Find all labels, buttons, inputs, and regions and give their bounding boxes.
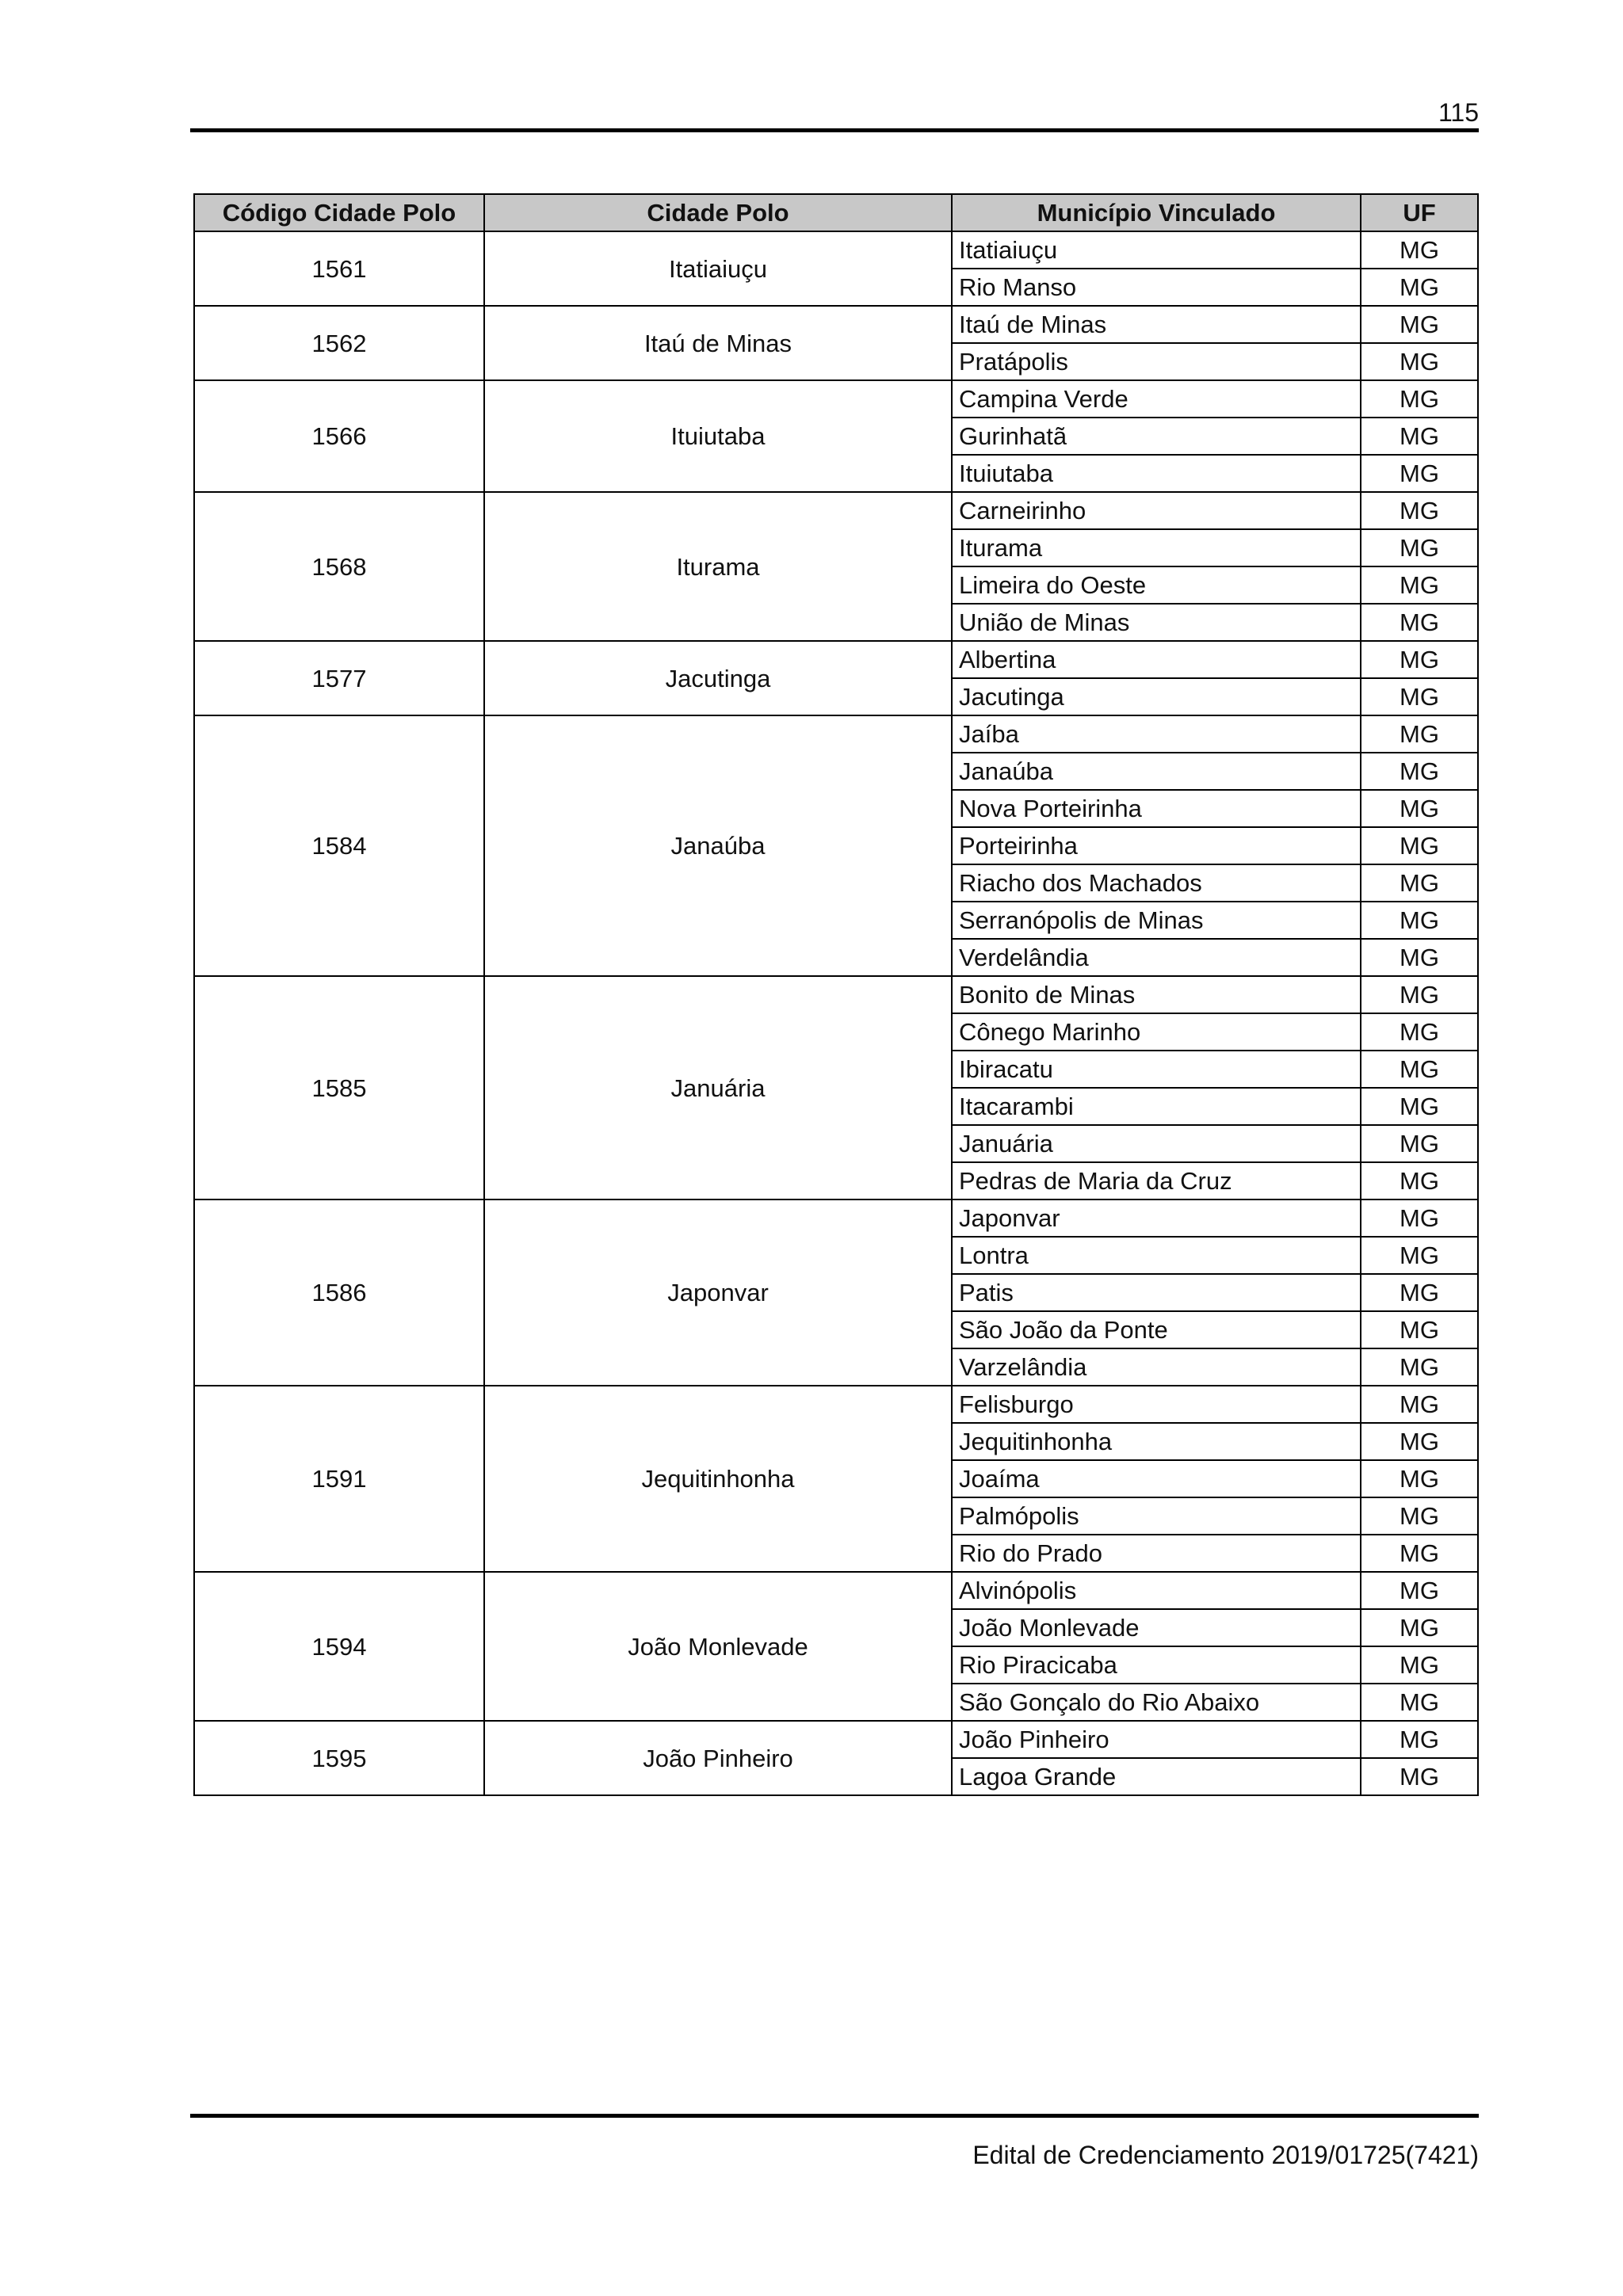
municipio-vinculado-cell: Rio Manso bbox=[952, 269, 1361, 306]
uf-cell: MG bbox=[1361, 1684, 1478, 1721]
table-row bbox=[194, 306, 1478, 343]
cidade-polo-cell: Janaúba bbox=[484, 715, 952, 976]
municipio-vinculado-cell: Alvinópolis bbox=[952, 1572, 1361, 1609]
uf-cell: MG bbox=[1361, 1460, 1478, 1497]
municipio-vinculado-cell: União de Minas bbox=[952, 604, 1361, 641]
page-number: 115 bbox=[1438, 98, 1479, 127]
codigo-cidade-polo-cell: 1577 bbox=[194, 641, 484, 715]
codigo-cidade-polo-cell: 1584 bbox=[194, 715, 484, 976]
table-row bbox=[194, 1721, 1478, 1758]
cidade-polo-cell: Itatiaiuçu bbox=[484, 231, 952, 306]
table-row bbox=[194, 641, 1478, 678]
column-header-uf: UF bbox=[1361, 194, 1478, 231]
uf-cell: MG bbox=[1361, 1088, 1478, 1125]
uf-cell: MG bbox=[1361, 1013, 1478, 1051]
codigo-cidade-polo-cell: 1591 bbox=[194, 1386, 484, 1572]
municipio-vinculado-cell: Bonito de Minas bbox=[952, 976, 1361, 1013]
municipio-vinculado-cell: Januária bbox=[952, 1125, 1361, 1162]
table-row bbox=[194, 1199, 1478, 1237]
uf-cell: MG bbox=[1361, 1535, 1478, 1572]
uf-cell: MG bbox=[1361, 827, 1478, 864]
uf-cell: MG bbox=[1361, 1051, 1478, 1088]
municipio-vinculado-cell: Itaú de Minas bbox=[952, 306, 1361, 343]
cidade-polo-cell: Iturama bbox=[484, 492, 952, 641]
municipio-vinculado-cell: Lagoa Grande bbox=[952, 1758, 1361, 1795]
uf-cell: MG bbox=[1361, 1386, 1478, 1423]
polo-table bbox=[193, 193, 1479, 1796]
municipio-vinculado-cell: Rio Piracicaba bbox=[952, 1646, 1361, 1684]
uf-cell: MG bbox=[1361, 976, 1478, 1013]
municipio-vinculado-cell: Jacutinga bbox=[952, 678, 1361, 715]
uf-cell: MG bbox=[1361, 715, 1478, 753]
uf-cell: MG bbox=[1361, 306, 1478, 343]
municipio-vinculado-cell: Itatiaiuçu bbox=[952, 231, 1361, 269]
uf-cell: MG bbox=[1361, 1758, 1478, 1795]
municipio-vinculado-cell: Ibiracatu bbox=[952, 1051, 1361, 1088]
uf-cell: MG bbox=[1361, 1162, 1478, 1199]
uf-cell: MG bbox=[1361, 641, 1478, 678]
municipio-vinculado-cell: Pratápolis bbox=[952, 343, 1361, 380]
table-row bbox=[194, 715, 1478, 753]
uf-cell: MG bbox=[1361, 343, 1478, 380]
uf-cell: MG bbox=[1361, 492, 1478, 529]
cidade-polo-cell: Japonvar bbox=[484, 1199, 952, 1386]
uf-cell: MG bbox=[1361, 1274, 1478, 1311]
municipio-vinculado-cell: Itacarambi bbox=[952, 1088, 1361, 1125]
municipio-vinculado-cell: Janaúba bbox=[952, 753, 1361, 790]
municipio-vinculado-cell: Verdelândia bbox=[952, 939, 1361, 976]
municipio-vinculado-cell: Rio do Prado bbox=[952, 1535, 1361, 1572]
table-row bbox=[194, 976, 1478, 1013]
municipio-vinculado-cell: Campina Verde bbox=[952, 380, 1361, 418]
header-rule bbox=[190, 128, 1479, 132]
uf-cell: MG bbox=[1361, 231, 1478, 269]
codigo-cidade-polo-cell: 1586 bbox=[194, 1199, 484, 1386]
cidade-polo-cell: Jacutinga bbox=[484, 641, 952, 715]
cidade-polo-cell: Jequitinhonha bbox=[484, 1386, 952, 1572]
uf-cell: MG bbox=[1361, 566, 1478, 604]
uf-cell: MG bbox=[1361, 1311, 1478, 1348]
table-row bbox=[194, 492, 1478, 529]
cidade-polo-cell: João Monlevade bbox=[484, 1572, 952, 1721]
codigo-cidade-polo-cell: 1595 bbox=[194, 1721, 484, 1795]
table-row bbox=[194, 1386, 1478, 1423]
footer-text: Edital de Credenciamento 2019/01725(7421) bbox=[972, 2141, 1479, 2169]
municipio-vinculado-cell: Gurinhatã bbox=[952, 418, 1361, 455]
uf-cell: MG bbox=[1361, 1237, 1478, 1274]
municipio-vinculado-cell: Palmópolis bbox=[952, 1497, 1361, 1535]
codigo-cidade-polo-cell: 1568 bbox=[194, 492, 484, 641]
municipio-vinculado-cell: Patis bbox=[952, 1274, 1361, 1311]
codigo-cidade-polo-cell: 1585 bbox=[194, 976, 484, 1199]
cidade-polo-cell: Itaú de Minas bbox=[484, 306, 952, 380]
codigo-cidade-polo-cell: 1561 bbox=[194, 231, 484, 306]
municipio-vinculado-cell: Jaíba bbox=[952, 715, 1361, 753]
codigo-cidade-polo-cell: 1566 bbox=[194, 380, 484, 492]
uf-cell: MG bbox=[1361, 1572, 1478, 1609]
uf-cell: MG bbox=[1361, 269, 1478, 306]
cidade-polo-cell: João Pinheiro bbox=[484, 1721, 952, 1795]
municipio-vinculado-cell: São João da Ponte bbox=[952, 1311, 1361, 1348]
municipio-vinculado-cell: Felisburgo bbox=[952, 1386, 1361, 1423]
table-header-row bbox=[194, 194, 1478, 231]
column-header-municipio: Município Vinculado bbox=[952, 194, 1361, 231]
municipio-vinculado-cell: Serranópolis de Minas bbox=[952, 902, 1361, 939]
municipio-vinculado-cell: Riacho dos Machados bbox=[952, 864, 1361, 902]
municipio-vinculado-cell: Pedras de Maria da Cruz bbox=[952, 1162, 1361, 1199]
uf-cell: MG bbox=[1361, 455, 1478, 492]
uf-cell: MG bbox=[1361, 790, 1478, 827]
uf-cell: MG bbox=[1361, 604, 1478, 641]
municipio-vinculado-cell: Porteirinha bbox=[952, 827, 1361, 864]
codigo-cidade-polo-cell: 1594 bbox=[194, 1572, 484, 1721]
uf-cell: MG bbox=[1361, 1423, 1478, 1460]
uf-cell: MG bbox=[1361, 1125, 1478, 1162]
municipio-vinculado-cell: João Pinheiro bbox=[952, 1721, 1361, 1758]
uf-cell: MG bbox=[1361, 529, 1478, 566]
municipio-vinculado-cell: São Gonçalo do Rio Abaixo bbox=[952, 1684, 1361, 1721]
municipio-vinculado-cell: Japonvar bbox=[952, 1199, 1361, 1237]
uf-cell: MG bbox=[1361, 380, 1478, 418]
column-header-cidade-polo: Cidade Polo bbox=[484, 194, 952, 231]
table-body bbox=[194, 231, 1478, 1795]
municipio-vinculado-cell: Ituiutaba bbox=[952, 455, 1361, 492]
codigo-cidade-polo-cell: 1562 bbox=[194, 306, 484, 380]
municipio-vinculado-cell: Cônego Marinho bbox=[952, 1013, 1361, 1051]
uf-cell: MG bbox=[1361, 1497, 1478, 1535]
municipio-vinculado-cell: Lontra bbox=[952, 1237, 1361, 1274]
uf-cell: MG bbox=[1361, 864, 1478, 902]
column-header-codigo: Código Cidade Polo bbox=[194, 194, 484, 231]
uf-cell: MG bbox=[1361, 1348, 1478, 1386]
municipio-vinculado-cell: Carneirinho bbox=[952, 492, 1361, 529]
cidade-polo-cell: Ituiutaba bbox=[484, 380, 952, 492]
uf-cell: MG bbox=[1361, 939, 1478, 976]
uf-cell: MG bbox=[1361, 1721, 1478, 1758]
municipio-vinculado-cell: Albertina bbox=[952, 641, 1361, 678]
municipio-vinculado-cell: Jequitinhonha bbox=[952, 1423, 1361, 1460]
municipio-vinculado-cell: Joaíma bbox=[952, 1460, 1361, 1497]
municipio-vinculado-cell: Nova Porteirinha bbox=[952, 790, 1361, 827]
uf-cell: MG bbox=[1361, 1609, 1478, 1646]
uf-cell: MG bbox=[1361, 1646, 1478, 1684]
uf-cell: MG bbox=[1361, 753, 1478, 790]
uf-cell: MG bbox=[1361, 1199, 1478, 1237]
footer-rule bbox=[190, 2114, 1479, 2118]
uf-cell: MG bbox=[1361, 902, 1478, 939]
cidade-polo-cell: Januária bbox=[484, 976, 952, 1199]
municipio-vinculado-cell: Varzelândia bbox=[952, 1348, 1361, 1386]
table-row bbox=[194, 231, 1478, 269]
municipio-vinculado-cell: Iturama bbox=[952, 529, 1361, 566]
table-row bbox=[194, 1572, 1478, 1609]
table-row bbox=[194, 380, 1478, 418]
uf-cell: MG bbox=[1361, 678, 1478, 715]
uf-cell: MG bbox=[1361, 418, 1478, 455]
municipio-vinculado-cell: João Monlevade bbox=[952, 1609, 1361, 1646]
municipio-vinculado-cell: Limeira do Oeste bbox=[952, 566, 1361, 604]
